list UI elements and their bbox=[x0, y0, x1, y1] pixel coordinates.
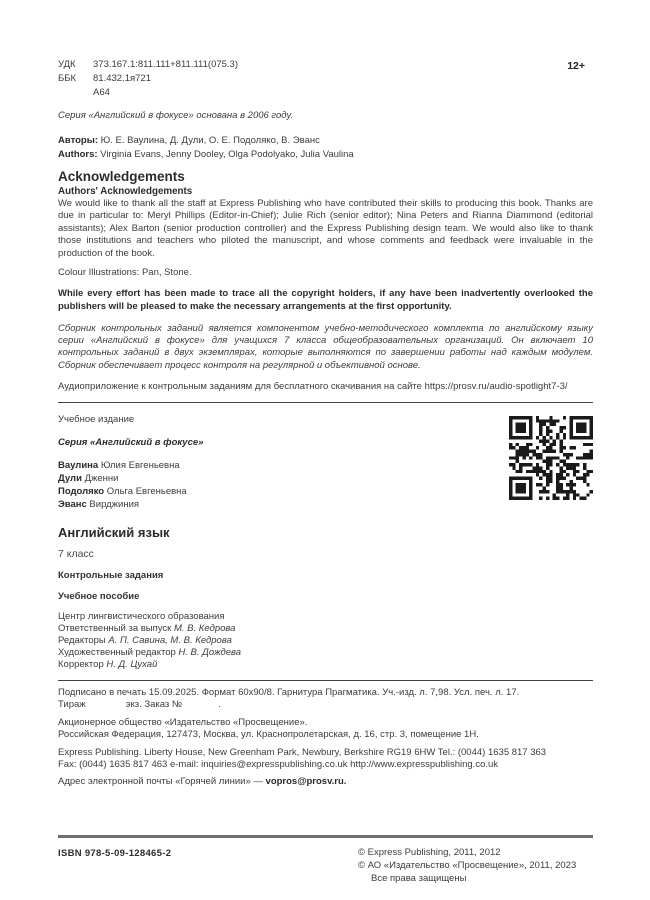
staff-role: Художественный редактор bbox=[58, 647, 176, 659]
author-surname: Подоляко bbox=[58, 486, 105, 498]
hotline-email: vopros@prosv.ru. bbox=[265, 776, 347, 788]
staff-line bbox=[58, 647, 593, 659]
hotline-label: Адрес электронной почты «Горячей линии» — bbox=[58, 776, 266, 788]
publisher-ru-address: Российская Федерация, 127473, Москва, ул. Краснопролетарская, д. 16, стр. 3, помещение 1Н. bbox=[58, 729, 479, 741]
bbk-author-code: А64 bbox=[93, 87, 110, 98]
edition-section bbox=[58, 414, 593, 671]
book-type: Контрольные задания bbox=[58, 570, 164, 582]
edition-series: Серия «Английский в фокусе» bbox=[58, 437, 204, 449]
audio-download-note: Аудиоприложение к контрольным заданиям для бесплатного скачивания на сайте https://prosv.ru/audio-spotlight7-3/ bbox=[58, 381, 568, 393]
staff-line bbox=[58, 659, 593, 671]
staff-role: Редакторы bbox=[58, 635, 106, 647]
rights-reserved: Все права защищены bbox=[371, 872, 467, 884]
author-surname: Дули bbox=[58, 473, 82, 485]
authors-block bbox=[58, 134, 593, 162]
acknowledgements-subtitle: Authors' Acknowledgements bbox=[58, 186, 193, 197]
grade-line: 7 класс bbox=[58, 548, 94, 561]
hotline-line bbox=[58, 776, 593, 788]
author-given-name: Дженни bbox=[84, 473, 119, 485]
series-founding-note: Серия «Английский в фокусе» основана в 2006 году. bbox=[58, 110, 294, 121]
publisher-en-address: Express Publishing. Liberty House, New Greenham Park, Newbury, Berkshire RG19 6HW Tel.: (0044) 1635 817 363 bbox=[58, 747, 547, 759]
bbk-label: ББК bbox=[58, 73, 77, 84]
tirazh-period: . bbox=[218, 699, 221, 711]
publisher-en-contacts: Fax: (0044) 1635 817 463 e-mail: inquiries@expresspublishing.co.uk http://www.expresspublishing.co.uk bbox=[58, 759, 499, 771]
age-rating-badge: 12+ bbox=[567, 60, 585, 72]
staff-names: М. В. Кедрова bbox=[173, 623, 236, 635]
authors-ru-line bbox=[58, 134, 593, 148]
editorial-staff-block bbox=[58, 611, 593, 671]
authors-ru-names: Ю. Е. Ваулина, Д. Дули, О. Е. Подоляко, В. Эванс bbox=[100, 135, 320, 146]
udk-value: 373.167.1:811.111+811.111(075.3) bbox=[93, 59, 239, 70]
authors-en-names: Virginia Evans, Jenny Dooley, Olga Podolyako, Julia Vaulina bbox=[100, 149, 354, 160]
author-surname: Ваулина bbox=[58, 460, 99, 472]
footer-section bbox=[58, 847, 593, 885]
acknowledgements-title: Acknowledgements bbox=[58, 169, 185, 184]
staff-names: А. П. Савина, М. В. Кедрова bbox=[108, 635, 232, 647]
staff-center: Центр лингвистического образования bbox=[58, 611, 225, 623]
copyright-lines bbox=[358, 847, 593, 885]
annotation-paragraph: Сборник контрольных заданий является компонентом учебно-методического комплекта по английскому языку серии «Английский в фокусе» для учащихся 7 класса общеобразовательных организаций. Он включает 10 контрольных заданий в двух экземплярах, которые выполняются по завершении работы над каждым модулем. Сборник обеспечивает процесс контроля на регулярной и объективной основе. bbox=[58, 322, 593, 371]
copyright-holders-notice: While every effort has been made to trace all the copyright holders, if any have been inadvertently overlooked the publishers will be pleased to make the necessary arrangements at the first opportunity. bbox=[58, 288, 593, 312]
authors-en-label: Authors: bbox=[58, 149, 98, 160]
acknowledgements-section bbox=[58, 169, 593, 279]
author-given-name: Вирджиния bbox=[89, 499, 140, 511]
tirazh-label: Тираж bbox=[58, 699, 86, 711]
staff-names: Н. В. Дождева bbox=[178, 647, 242, 659]
subject-title: Английский язык bbox=[58, 525, 170, 541]
author-given-name: Юлия Евгеньевна bbox=[100, 460, 180, 472]
print-info-line: Подписано в печать 15.09.2025. Формат 60х90/8. Гарнитура Прагматика. Уч.-изд. л. 7,98. Усл. печ. л. 17. bbox=[58, 687, 520, 699]
acknowledgements-body: We would like to thank all the staff at Express Publishing who have contributed their skills to producing this book. Thanks are due in particular to: Meryl Phillips (Editor-in-Chief); Julie Rich (senior editor); Nina Peters and Rianna Diammond (editorial assistants); Alex Barton (senior production controller) and the Express Publishing design team. We would also like to thank those institutions and teachers who piloted the manuscript, and whose comments and feedback were invaluable in the production of the book. bbox=[58, 198, 593, 259]
staff-role: Ответственный за выпуск bbox=[58, 623, 172, 635]
author-surname: Эванс bbox=[58, 499, 87, 511]
divider-top bbox=[58, 402, 593, 403]
author-given-name: Ольга Евгеньевна bbox=[106, 486, 187, 498]
isbn: ISBN 978-5-09-128465-2 bbox=[58, 848, 172, 860]
manual-type: Учебное пособие bbox=[58, 591, 140, 603]
staff-names: Н. Д. Цухай bbox=[106, 659, 158, 671]
colour-illustrations-credit: Colour Illustrations: Pan, Stone. bbox=[58, 267, 192, 279]
qr-code bbox=[509, 416, 593, 500]
publisher-ru-name: Акционерное общество «Издательство «Просвещение». bbox=[58, 717, 308, 729]
staff-role: Корректор bbox=[58, 659, 104, 671]
divider-middle bbox=[58, 680, 593, 681]
staff-line bbox=[58, 635, 593, 647]
copyright-prosveshchenie: © АО «Издательство «Просвещение», 2011, 2023 bbox=[358, 860, 577, 872]
order-label: экз. Заказ № bbox=[125, 699, 183, 711]
bbk-value: 81.432.1я721 bbox=[93, 73, 151, 84]
authors-en-line bbox=[58, 148, 593, 162]
udk-label: УДК bbox=[58, 59, 76, 70]
edition-type: Учебное издание bbox=[58, 414, 135, 426]
classification-codes bbox=[58, 58, 593, 100]
staff-line bbox=[58, 623, 593, 635]
tirazh-line bbox=[58, 699, 593, 711]
divider-bottom bbox=[58, 835, 593, 838]
copyright-express: © Express Publishing, 2011, 2012 bbox=[358, 847, 501, 859]
imprint-section bbox=[58, 687, 593, 788]
authors-ru-label: Авторы: bbox=[58, 135, 98, 146]
